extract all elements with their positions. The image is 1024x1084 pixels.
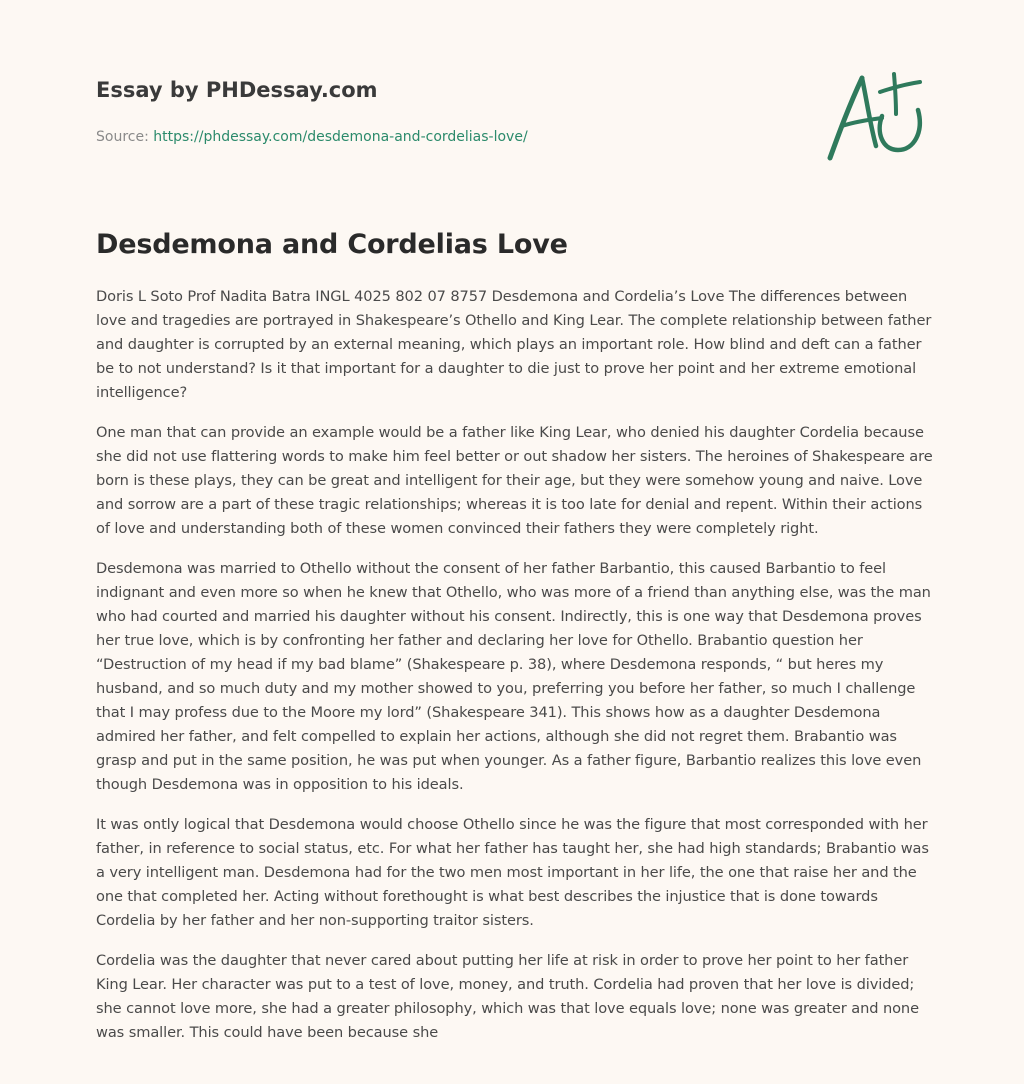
a-plus-logo-icon (820, 66, 930, 166)
essay-paragraph: Cordelia was the daughter that never cared about putting her life at risk in order to prove her point to her father King Lear. Her character was put to a test of love, money, and truth. Cordelia had proven that her love is divided; she cannot love more, she had a greater philosophy, which was that love equals love; none was greater and none was smaller. This could have been because she (96, 952, 919, 1041)
page-header (96, 76, 796, 147)
essay-title: Desdemona and Cordelias Love (96, 229, 568, 260)
essay-body (96, 285, 936, 1061)
source-link[interactable]: https://phdessay.com/desdemona-and-cordelias-love/ (153, 129, 528, 145)
essay-paragraph: It was ontly logical that Desdemona would choose Othello since he was the figure that most corresponded with her father, in reference to social status, etc. For what her father has taught her, she had high standards; Brabantio was a very intelligent man. Desdemona had for the two men most important in her life, the one that raise her and the one that completed her. Acting without forethought is what best describes the injustice that is done towards Cordelia by her father and her non-supporting traitor sisters. (96, 816, 929, 929)
essay-paragraph: Desdemona was married to Othello without the consent of her father Barbantio, this caused Barbantio to feel indignant and even more so when he knew that Othello, who was more of a friend than anything else, was the man who had courted and married his daughter without his consent. Indirectly, this is one way that Desdemona proves her true love, which is by confronting her father and declaring her love for Othello. Brabantio question her “Destruction of my head if my bad blame” (Shakespeare p. 38), where Desdemona responds, “ but heres my husband, and so much duty and my mother showed to you, preferring you before her father, so much I challenge that I may profess due to the Moore my lord” (Shakespeare 341). This shows how as a daughter Desdemona admired her father, and felt compelled to explain her actions, although she did not regret them. Brabantio was grasp and put in the same position, he was put when younger. As a father figure, Barbantio realizes this love even though Desdemona was in opposition to his ideals. (96, 560, 931, 793)
source-label: Source: (96, 129, 154, 145)
essay-paragraph: Doris L Soto Prof Nadita Batra INGL 4025 802 07 8757 Desdemona and Cordelia’s Love The differences between love and tragedies are portrayed in Shakespeare’s Othello and King Lear. The complete relationship between father and daughter is corrupted by an external meaning, which plays an important role. How blind and deft can a father be to not understand? Is it that important for a daughter to die just to prove her point and her extreme emotional intelligence? (96, 288, 932, 401)
essay-paragraph: One man that can provide an example would be a father like King Lear, who denied his daughter Cordelia because she did not use flattering words to make him feel better or out shadow her sisters. The heroines of Shakespeare are born is these plays, they can be great and intelligent for their age, but they were somehow young and naive. Love and sorrow are a part of these tragic relationships; whereas it is too late for denial and repent. Within their actions of love and understanding both of these women convinced their fathers they were completely right. (96, 424, 933, 537)
source-line (96, 127, 796, 147)
brand-title: Essay by PHDessay.com (96, 78, 378, 102)
